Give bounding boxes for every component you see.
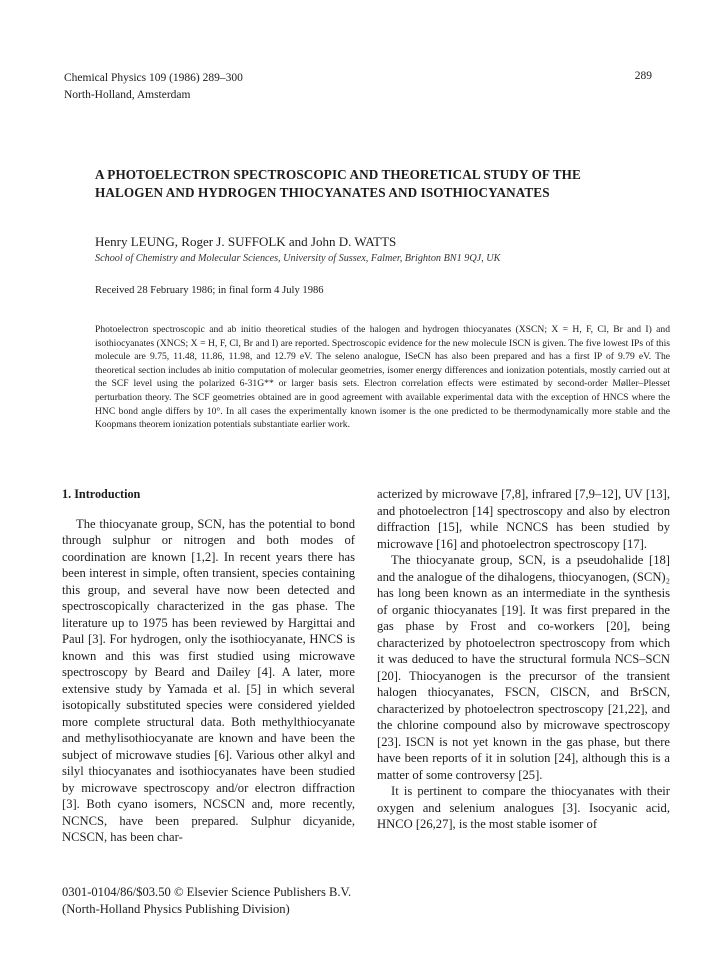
page-number: 289 xyxy=(634,70,652,82)
article-title: A PHOTOELECTRON SPECTROSCOPIC AND THEORETICAL STUDY OF THE HALOGEN AND HYDROGEN THIOCYANATES AND ISOTHIOCYANATES xyxy=(95,167,581,200)
publisher-division: (North-Holland Physics Publishing Division) xyxy=(62,902,290,916)
right-column xyxy=(377,486,670,833)
body-paragraph: The thiocyanate group, SCN, has the potential to bond through sulphur or nitrogen and both modes of coordination are known [1,2]. In recent years there has been interest in simple, often transient, species containing this group, and several have now been detected and spectroscopically characterized in the gas phase. The literature up to 1975 has been reviewed by Hargittai and Paul [3]. For hydrogen, only the isothiocyanate, HNCS is known and this was first studied using microwave spectroscopy by Beard and Dailey [4]. A later, more extensive study by Yamada et al. [5] in which several isotopically substituted species were considered yielded more complete structural data. Both methylthiocyanate and methylisothiocyanate are known and have been the subject of microwave studies [6]. Various other alkyl and silyl thiocyanates and isothiocyanates have been studied by microwave spectroscopy and/or electron diffraction [3]. Both cyano isomers, NCSCN and, more recently, NCNCS, have been prepared. Sulphur dicyanide, NCSCN, has been char- xyxy=(62,516,355,844)
section-heading: 1. Introduction xyxy=(62,487,141,501)
abstract: Photoelectron spectroscopic and ab initio theoretical studies of the halogen and hydrogen thiocyanates (XSCN; X = H, F, Cl, Br and I) and isothiocyanates (XNCS; X = H, F, Cl, Br and I) are reported. Spectroscopic evidence for the new molecule ISCN is given. The five lowest IPs of this molecule are 9.75, 11.48, 11.86, 11.98, and 12.79 eV. The seleno analogue, ISeCN has also been prepared and has a first IP of 9.79 eV. The theoretical section includes ab initio computation of molecular geometries, isomer energy differences and ionization potentials, mostly carried out at the SCF level using the polarized 6-31G** or larger basis sets. Electron correlation effects were estimated by second-order Møller–Plesset perturbation theory. The SCF geometries obtained are in good agreement with available experimental data with the exception of HNCS where the HNC bond angle differs by 10°. In all cases the experimentally known isomer is the one predicted to be thermodynamically more stable and the Koopmans theorem ionization potentials substantiate earlier work. xyxy=(95,324,670,431)
body-paragraph: acterized by microwave [7,8], infrared [7,9–12], UV [13], and photoelectron [14] spectroscopy and also by electron diffraction [15], while NCNCS has been studied by microwave [16] and photoelectron spectroscopy [17]. xyxy=(377,487,670,551)
copyright-footer xyxy=(62,884,351,918)
journal-info xyxy=(64,70,243,104)
body-paragraph: It is pertinent to compare the thiocyanates with their oxygen and selenium analogues [3]. Isocyanic acid, HNCO [26,27], is the most stable isomer of xyxy=(377,784,670,831)
journal-citation: Chemical Physics 109 (1986) 289–300 xyxy=(64,72,243,84)
received-dates: Received 28 February 1986; in final form 4 July 1986 xyxy=(95,285,324,296)
body-paragraph: The thiocyanate group, SCN, is a pseudohalide [18] and the analogue of the dihalogens, thiocyanogen, (SCN)₂ has long been known as an intermediate in the synthesis of organic thiocyanates [19]. It was first prepared in the gas phase by Frost and co-workers [20], being characterized by photoelectron spectroscopy from which it was deduced to have the structural formula NCS–SCN [20]. Thiocyanogen is the precursor of the transient halogen thiocyanates, FSCN, ClSCN, and BrSCN, characterized by photoelectron spectroscopy [21,22], and the chlorine compound also by microwave spectroscopy [23]. ISCN is not yet known in the gas phase, but there have been reports of it in solution [24], although this is a matter of some controversy [25]. xyxy=(377,553,670,782)
author-list: Henry LEUNG, Roger J. SUFFOLK and John D. WATTS xyxy=(95,234,397,249)
publisher-location: North-Holland, Amsterdam xyxy=(64,89,191,101)
left-column xyxy=(62,486,355,846)
issn-line: 0301-0104/86/$03.50 © Elsevier Science Publishers B.V. xyxy=(62,885,352,899)
affiliation: School of Chemistry and Molecular Sciences, University of Sussex, Falmer, Brighton BN1 9QJ, UK xyxy=(95,253,501,264)
